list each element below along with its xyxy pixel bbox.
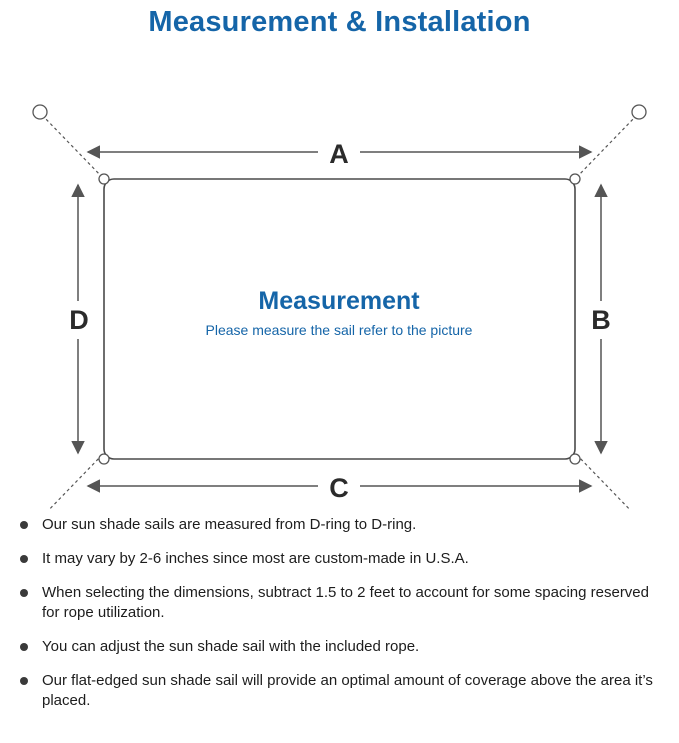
page-title: Measurement & Installation: [148, 6, 531, 38]
bullet-icon: [20, 589, 28, 597]
d-ring-top-right: [570, 174, 580, 184]
bullet-icon: [20, 521, 28, 529]
d-ring-bottom-right: [570, 454, 580, 464]
note-text: When selecting the dimensions, subtract 1.5 to 2 feet to account for some spacing reserved for rope utilization.: [42, 583, 649, 622]
note-text: Our sun shade sails are measured from D-ring to D-ring.: [42, 516, 417, 534]
list-item: [18, 671, 657, 712]
measurement-diagram: [0, 39, 679, 509]
bullet-icon: [20, 555, 28, 563]
label-b: B: [591, 305, 611, 336]
note-text: It may vary by 2-6 inches since most are custom-made in U.S.A.: [42, 550, 469, 568]
label-a: A: [329, 139, 349, 170]
diagram-center-title: Measurement: [258, 287, 420, 316]
list-item: [18, 583, 657, 624]
list-item: [18, 515, 657, 536]
note-text: You can adjust the sun shade sail with the included rope.: [42, 638, 420, 656]
note-text: Our flat-edged sun shade sail will provide an optimal amount of coverage above the area it’s placed.: [42, 671, 653, 710]
list-item: [18, 637, 657, 658]
bullet-icon: [20, 643, 28, 651]
list-item: [18, 549, 657, 570]
label-d: D: [69, 305, 89, 336]
d-ring-top-left: [99, 174, 109, 184]
label-c: C: [329, 473, 349, 504]
top-right-anchor: [632, 105, 646, 119]
sail-shape: [104, 179, 575, 459]
diagram-center-subtitle: Please measure the sail refer to the picture: [205, 322, 473, 339]
bullet-icon: [20, 677, 28, 685]
notes-list: [0, 509, 679, 712]
top-left-anchor: [33, 105, 47, 119]
d-ring-bottom-left: [99, 454, 109, 464]
